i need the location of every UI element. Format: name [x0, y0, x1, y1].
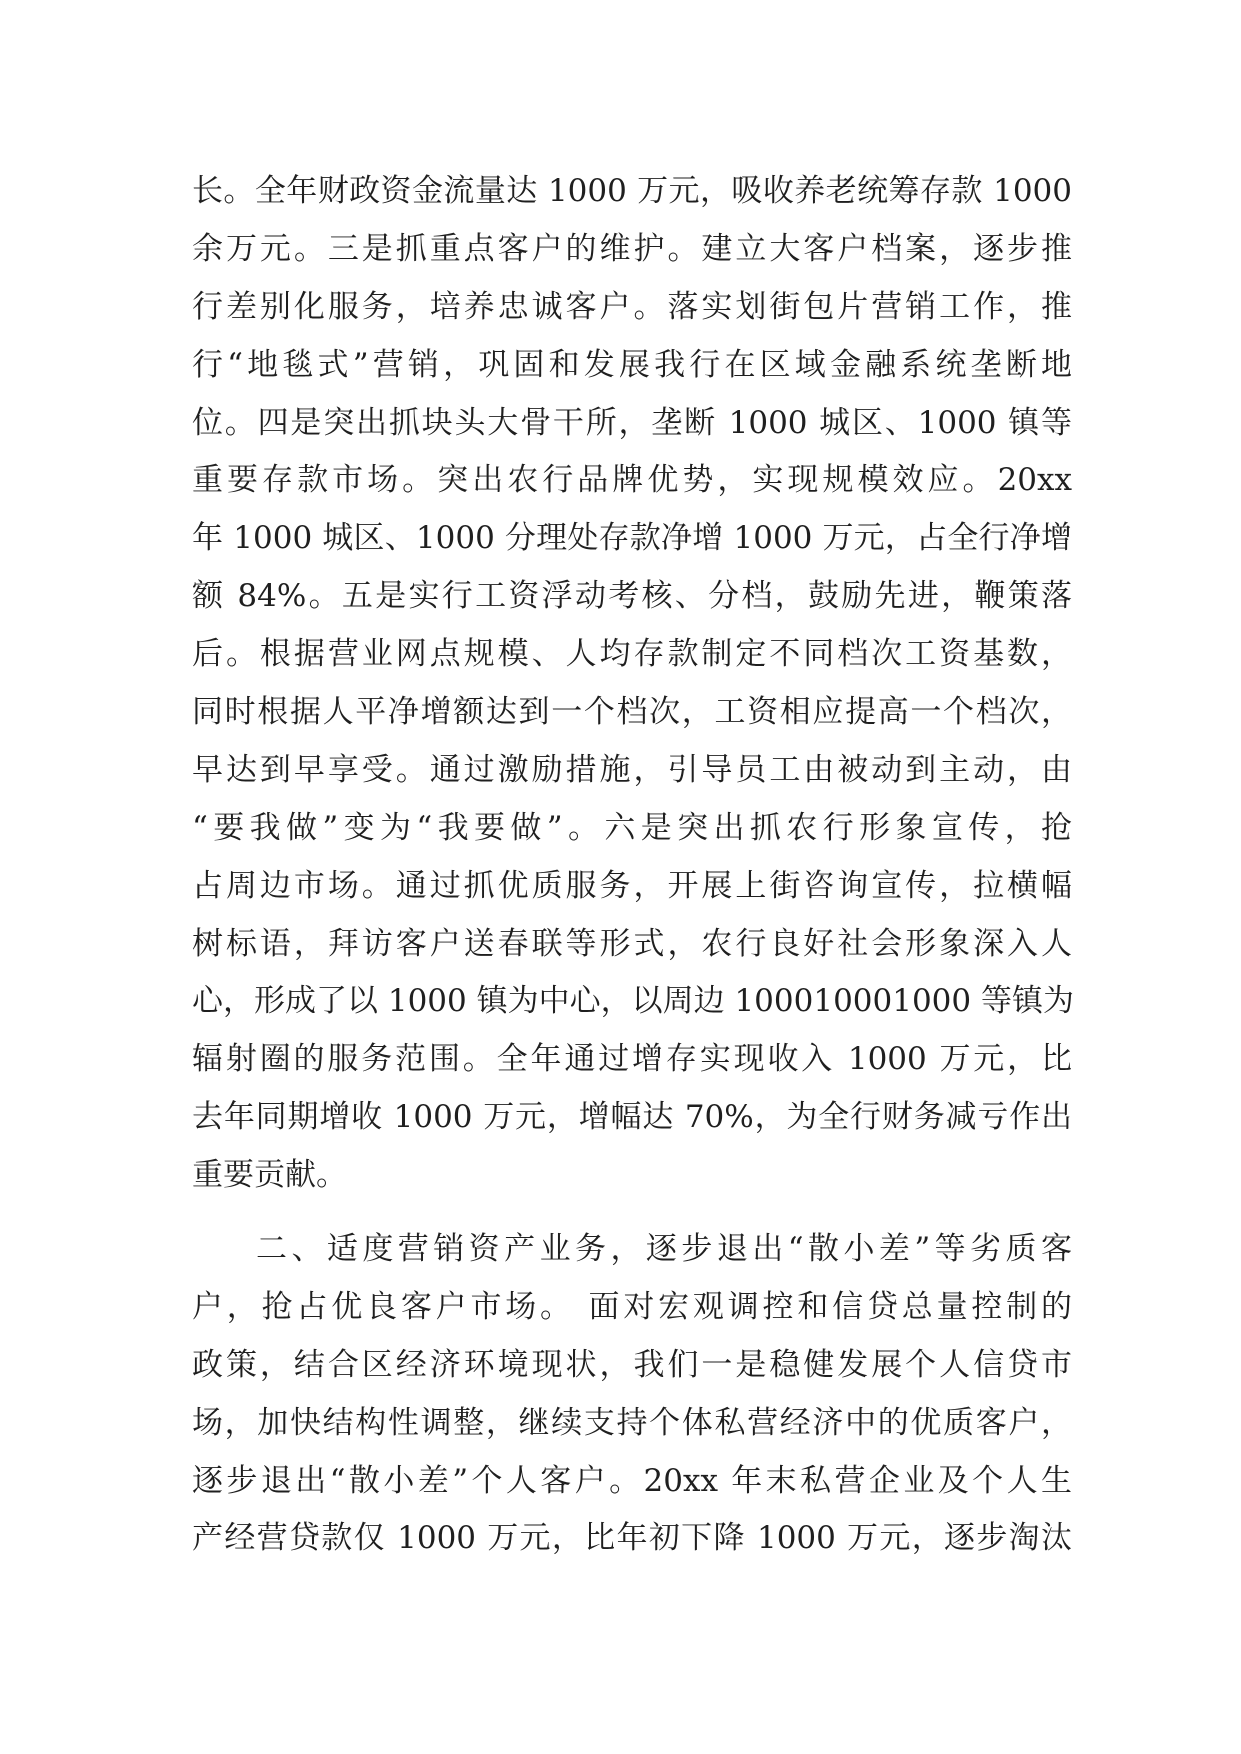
text-line: 行差别化服务，培养忠诚客户。落实划街包片营销工作，推 — [192, 288, 1072, 325]
text-line: 心，形成了以 1000 镇为中心，以周边 100010001000 等镇为 — [192, 983, 1074, 1020]
text-line: 政策，结合区经济环境现状，我们一是稳健发展个人信贷市 — [192, 1346, 1072, 1383]
text-line: 占周边市场。通过抓优质服务，开展上街咨询宣传，拉横幅 — [192, 867, 1072, 904]
text-line: 逐步退出“散小差”个人客户。20xx 年末私营企业及个人生 — [192, 1462, 1072, 1499]
text-line: 同时根据人平净增额达到一个档次，工资相应提高一个档次， — [192, 694, 1072, 731]
text-line: 产经营贷款仅 1000 万元，比年初下降 1000 万元，逐步淘汰 — [192, 1520, 1072, 1557]
text-line: 后。根据营业网点规模、人均存款制定不同档次工资基数， — [192, 636, 1072, 673]
text-line: 场，加快结构性调整，继续支持个体私营经济中的优质客户， — [192, 1404, 1072, 1441]
text-line: “要我做”变为“我要做”。六是突出抓农行形象宣传，抢 — [192, 809, 1072, 846]
text-line: 行“地毯式”营销，巩固和发展我行在区域金融系统垄断地 — [192, 346, 1072, 383]
paragraph-end-line: 重要贡献。 — [192, 1157, 347, 1194]
text-line: 年 1000 城区、1000 分理处存款净增 1000 万元，占全行净增 — [192, 520, 1072, 557]
text-line: 额 84%。五是实行工资浮动考核、分档，鼓励先进，鞭策落 — [192, 578, 1072, 615]
text-line: 户，抢占优良客户市场。 面对宏观调控和信贷总量控制的 — [192, 1288, 1072, 1325]
text-line: 余万元。三是抓重点客户的维护。建立大客户档案，逐步推 — [192, 230, 1072, 267]
body-text — [192, 163, 1072, 1568]
text-line: 重要存款市场。突出农行品牌优势，实现规模效应。20xx — [192, 462, 1072, 499]
text-line: 辐射圈的服务范围。全年通过增存实现收入 1000 万元，比 — [192, 1041, 1072, 1078]
text-line: 早达到早享受。通过激励措施，引导员工由被动到主动，由 — [192, 751, 1072, 788]
text-line: 树标语，拜访客户送春联等形式，农行良好社会形象深入人 — [192, 925, 1072, 962]
text-line: 位。四是突出抓块头大骨干所，垄断 1000 城区、1000 镇等 — [192, 404, 1072, 441]
text-line: 去年同期增收 1000 万元，增幅达 70%，为全行财务减亏作出 — [192, 1099, 1072, 1136]
text-line: 长。全年财政资金流量达 1000 万元，吸收养老统筹存款 1000 — [192, 173, 1072, 209]
paragraph-start-line: 二、适度营销资产业务，逐步退出“散小差”等劣质客 — [256, 1231, 1072, 1268]
